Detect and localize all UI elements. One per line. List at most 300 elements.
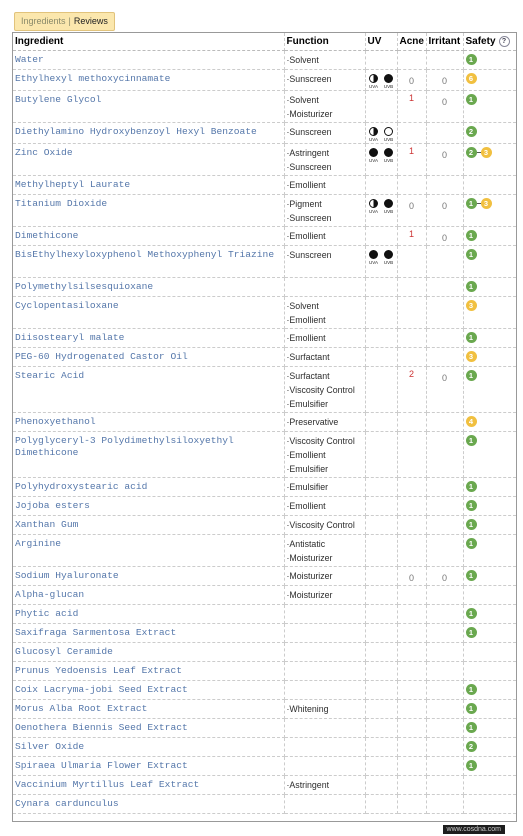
safety-badge: 1 (466, 370, 477, 381)
function-label: ·Whitening (286, 704, 329, 714)
safety-badge: 1 (466, 500, 477, 511)
irritant-rating (426, 795, 463, 814)
function-cell (284, 738, 365, 757)
safety-badge: 1 (466, 481, 477, 492)
uva-protection-icon (369, 74, 378, 83)
function-cell (284, 605, 365, 624)
table-row (13, 643, 516, 662)
irritant-rating: 0 (426, 367, 463, 413)
uv-cell (365, 516, 397, 535)
ingredient-link[interactable]: Zinc Oxide (13, 144, 284, 176)
acne-rating (397, 795, 426, 814)
function-cell (284, 227, 365, 246)
acne-rating: 0 (397, 70, 426, 91)
irritant-rating (426, 738, 463, 757)
uv-cell (365, 681, 397, 700)
uv-cell (365, 643, 397, 662)
irritant-rating: 0 (426, 70, 463, 91)
safety-cell (463, 51, 516, 70)
safety-cell (463, 348, 516, 367)
function-cell (284, 516, 365, 535)
table-row (13, 719, 516, 738)
safety-cell (463, 278, 516, 297)
table-row (13, 278, 516, 297)
function-label: ·Emulsifier (286, 464, 329, 474)
ingredient-link[interactable]: Vaccinium Myrtillus Leaf Extract (13, 776, 284, 795)
function-cell (284, 497, 365, 516)
table-row (13, 51, 516, 70)
ingredient-link[interactable]: Phytic acid (13, 605, 284, 624)
table-row (13, 297, 516, 329)
uvb-label: UVB (383, 260, 394, 265)
ingredient-link[interactable]: Diethylamino Hydroxybenzoyl Hexyl Benzoate (13, 123, 284, 144)
function-label: ·Astringent (286, 148, 330, 158)
uv-cell (365, 51, 397, 70)
acne-rating (397, 176, 426, 195)
function-label: ·Sunscreen (286, 74, 332, 84)
function-label: ·Moisturizer (286, 571, 333, 581)
table-row (13, 246, 516, 278)
safety-badge: 3 (466, 300, 477, 311)
function-label: ·Preservative (286, 417, 339, 427)
uv-cell (365, 497, 397, 516)
safety-badge: 1 (466, 249, 477, 260)
acne-rating (397, 757, 426, 776)
help-icon[interactable]: ? (499, 36, 510, 47)
safety-cell (463, 776, 516, 795)
acne-rating (397, 478, 426, 497)
safety-badge: 6 (466, 73, 477, 84)
uv-cell (365, 586, 397, 605)
ingredient-link[interactable]: Polyhydroxystearic acid (13, 478, 284, 497)
function-label: ·Emulsifier (286, 482, 329, 492)
uvb-protection-icon (384, 250, 393, 259)
irritant-rating (426, 246, 463, 278)
uvb-label: UVB (383, 137, 394, 142)
function-label: ·Surfactant (286, 352, 330, 362)
table-row (13, 144, 516, 176)
function-cell (284, 123, 365, 144)
function-label: ·Sunscreen (286, 127, 332, 137)
ingredient-link[interactable]: Stearic Acid (13, 367, 284, 413)
irritant-rating (426, 586, 463, 605)
function-label: ·Emulsifier (286, 399, 329, 409)
function-cell (284, 413, 365, 432)
irritant-rating: 0 (426, 195, 463, 227)
ingredient-link[interactable]: Sodium Hyaluronate (13, 567, 284, 586)
function-label: ·Antistatic (286, 539, 326, 549)
safety-badge: 1 (466, 230, 477, 241)
irritant-rating (426, 681, 463, 700)
safety-cell (463, 70, 516, 91)
uvb-label: UVB (383, 209, 394, 214)
function-cell (284, 195, 365, 227)
table-row (13, 516, 516, 535)
uv-cell (365, 478, 397, 497)
uvb-protection-icon (384, 127, 393, 136)
header-ingredient: Ingredient (13, 33, 284, 51)
safety-cell (463, 123, 516, 144)
tab-separator: | (68, 16, 71, 26)
safety-cell (463, 738, 516, 757)
header-uv: UV (365, 33, 397, 51)
function-cell (284, 329, 365, 348)
table-header-row (13, 33, 516, 51)
function-label: ·Moisturizer (286, 109, 333, 119)
irritant-rating: 0 (426, 567, 463, 586)
safety-badge: 1 (466, 332, 477, 343)
safety-cell (463, 757, 516, 776)
uv-cell (365, 195, 397, 227)
function-cell (284, 478, 365, 497)
function-cell (284, 700, 365, 719)
safety-badge: 1 (466, 627, 477, 638)
acne-rating: 1 (397, 144, 426, 176)
table-row (13, 795, 516, 814)
uva-label: UVA (369, 84, 378, 89)
safety-cell (463, 795, 516, 814)
uv-cell (365, 757, 397, 776)
safety-cell (463, 605, 516, 624)
function-label: ·Viscosity Control (286, 520, 355, 530)
function-label: ·Solvent (286, 95, 319, 105)
uv-cell (365, 367, 397, 413)
function-cell (284, 757, 365, 776)
uv-cell (365, 795, 397, 814)
acne-rating (397, 246, 426, 278)
header-function: Function (284, 33, 365, 51)
safety-badge: 1 (466, 684, 477, 695)
irritant-rating (426, 478, 463, 497)
table-row (13, 367, 516, 413)
safety-badge: 1 (466, 760, 477, 771)
tab-bar (14, 12, 115, 31)
ingredient-link[interactable]: Polyglyceryl-3 Polydimethylsiloxyethyl Dimethicone (13, 432, 284, 478)
acne-rating (397, 413, 426, 432)
irritant-rating (426, 348, 463, 367)
uv-cell (365, 738, 397, 757)
safety-cell (463, 624, 516, 643)
ingredient-link[interactable]: Jojoba esters (13, 497, 284, 516)
acne-rating (397, 329, 426, 348)
ingredient-link[interactable]: Butylene Glycol (13, 91, 284, 123)
ingredient-link[interactable]: Diisostearyl malate (13, 329, 284, 348)
function-cell (284, 535, 365, 567)
function-label: ·Solvent (286, 301, 319, 311)
uva-label: UVA (369, 209, 378, 214)
irritant-rating: 0 (426, 144, 463, 176)
acne-rating (397, 535, 426, 567)
header-safety (463, 33, 516, 51)
table-row (13, 195, 516, 227)
acne-rating (397, 51, 426, 70)
safety-cell (463, 516, 516, 535)
function-cell (284, 348, 365, 367)
table-row (13, 681, 516, 700)
ingredient-link[interactable]: Silver Oxide (13, 738, 284, 757)
table-row (13, 329, 516, 348)
function-label: ·Emollient (286, 231, 326, 241)
table-row (13, 586, 516, 605)
uv-cell (365, 123, 397, 144)
uv-cell (365, 605, 397, 624)
safety-badge: 1 (466, 281, 477, 292)
ingredient-link[interactable]: Oenothera Biennis Seed Extract (13, 719, 284, 738)
irritant-rating (426, 535, 463, 567)
table-row (13, 700, 516, 719)
table-row (13, 624, 516, 643)
safety-cell (463, 681, 516, 700)
function-label: ·Solvent (286, 55, 319, 65)
acne-rating (397, 297, 426, 329)
uva-protection-icon (369, 250, 378, 259)
irritant-rating (426, 51, 463, 70)
ingredient-link[interactable]: Morus Alba Root Extract (13, 700, 284, 719)
uv-cell (365, 348, 397, 367)
function-cell (284, 176, 365, 195)
tab-reviews[interactable]: Reviews (73, 16, 108, 26)
safety-badge: 2 (466, 126, 477, 137)
uv-cell (365, 246, 397, 278)
safety-cell (463, 700, 516, 719)
table-row (13, 567, 516, 586)
ingredient-link[interactable]: Prunus Yedoensis Leaf Extract (13, 662, 284, 681)
ingredient-link[interactable]: Saxifraga Sarmentosa Extract (13, 624, 284, 643)
table-row (13, 535, 516, 567)
function-label: ·Moisturizer (286, 553, 333, 563)
ingredient-link[interactable]: Coix Lacryma-jobi Seed Extract (13, 681, 284, 700)
irritant-rating (426, 516, 463, 535)
safety-cell (463, 297, 516, 329)
function-cell (284, 795, 365, 814)
ingredient-link[interactable]: Arginine (13, 535, 284, 567)
irritant-rating (426, 497, 463, 516)
ingredient-link[interactable]: Water (13, 51, 284, 70)
table-row (13, 432, 516, 478)
uvb-label: UVB (383, 84, 394, 89)
ingredient-link[interactable]: Titanium Dioxide (13, 195, 284, 227)
safety-cell (463, 535, 516, 567)
uv-cell (365, 278, 397, 297)
safety-badge: 1 (466, 519, 477, 530)
ingredient-link[interactable]: PEG-60 Hydrogenated Castor Oil (13, 348, 284, 367)
irritant-rating: 0 (426, 227, 463, 246)
safety-cell (463, 432, 516, 478)
irritant-rating (426, 432, 463, 478)
acne-rating: 0 (397, 567, 426, 586)
ingredient-link[interactable]: Ethylhexyl methoxycinnamate (13, 70, 284, 91)
function-label: ·Sunscreen (286, 162, 332, 172)
uv-cell (365, 719, 397, 738)
irritant-rating (426, 643, 463, 662)
acne-rating (397, 700, 426, 719)
uv-cell (365, 624, 397, 643)
function-cell (284, 297, 365, 329)
acne-rating (397, 605, 426, 624)
acne-rating (397, 643, 426, 662)
acne-rating (397, 776, 426, 795)
table-row (13, 605, 516, 624)
safety-badge: 1 (466, 538, 477, 549)
safety-cell (463, 176, 516, 195)
uv-cell (365, 662, 397, 681)
function-label: ·Sunscreen (286, 213, 332, 223)
safety-cell (463, 567, 516, 586)
function-cell (284, 776, 365, 795)
safety-range-dash (477, 152, 481, 153)
safety-cell (463, 91, 516, 123)
acne-rating (397, 348, 426, 367)
safety-badge: 1 (466, 198, 477, 209)
function-cell (284, 367, 365, 413)
safety-cell (463, 662, 516, 681)
function-label: ·Emollient (286, 501, 326, 511)
ingredient-link[interactable]: Phenoxyethanol (13, 413, 284, 432)
safety-badge: 2 (466, 147, 477, 158)
irritant-rating (426, 662, 463, 681)
irritant-rating (426, 719, 463, 738)
ingredient-table-container (12, 32, 517, 822)
function-label: ·Viscosity Control (286, 385, 355, 395)
function-cell (284, 624, 365, 643)
table-row (13, 757, 516, 776)
ingredient-link[interactable]: BisEthylhexyloxyphenol Methoxyphenyl Triazine (13, 246, 284, 278)
safety-badge: 1 (466, 54, 477, 65)
irritant-rating (426, 413, 463, 432)
function-cell (284, 70, 365, 91)
uv-cell (365, 432, 397, 478)
uv-cell (365, 144, 397, 176)
table-row (13, 70, 516, 91)
acne-rating (397, 681, 426, 700)
uvb-protection-icon (384, 199, 393, 208)
header-irritant: Irritant (426, 33, 463, 51)
ingredient-link[interactable]: Cyclopentasiloxane (13, 297, 284, 329)
ingredient-link[interactable]: Cynara cardunculus (13, 795, 284, 814)
uv-cell (365, 700, 397, 719)
function-cell (284, 51, 365, 70)
safety-badge: 1 (466, 435, 477, 446)
acne-rating (397, 738, 426, 757)
ingredient-link[interactable]: Polymethylsilsesquioxane (13, 278, 284, 297)
uvb-label: UVB (383, 158, 394, 163)
uva-protection-icon (369, 148, 378, 157)
uv-cell (365, 70, 397, 91)
uv-cell (365, 413, 397, 432)
uv-cell (365, 176, 397, 195)
safety-badge: 2 (466, 741, 477, 752)
safety-cell (463, 144, 516, 176)
uv-cell (365, 329, 397, 348)
function-cell (284, 662, 365, 681)
function-cell (284, 681, 365, 700)
uva-label: UVA (369, 137, 378, 142)
uv-cell (365, 91, 397, 123)
function-label: ·Emollient (286, 180, 326, 190)
safety-cell (463, 497, 516, 516)
uv-cell (365, 567, 397, 586)
irritant-rating (426, 624, 463, 643)
function-label: ·Emollient (286, 450, 326, 460)
safety-badge: 3 (481, 147, 492, 158)
header-acne: Acne (397, 33, 426, 51)
safety-cell (463, 367, 516, 413)
function-cell (284, 246, 365, 278)
table-row (13, 478, 516, 497)
safety-cell (463, 227, 516, 246)
table-row (13, 91, 516, 123)
irritant-rating (426, 700, 463, 719)
uva-protection-icon (369, 127, 378, 136)
function-cell (284, 432, 365, 478)
table-row (13, 662, 516, 681)
function-cell (284, 567, 365, 586)
function-label: ·Surfactant (286, 371, 330, 381)
function-label: ·Emollient (286, 333, 326, 343)
irritant-rating (426, 176, 463, 195)
acne-rating (397, 123, 426, 144)
uva-protection-icon (369, 199, 378, 208)
function-label: ·Pigment (286, 199, 322, 209)
function-cell (284, 719, 365, 738)
safety-badge: 1 (466, 703, 477, 714)
acne-rating (397, 432, 426, 478)
irritant-rating (426, 278, 463, 297)
irritant-rating (426, 776, 463, 795)
table-row (13, 413, 516, 432)
safety-cell (463, 329, 516, 348)
uva-label: UVA (369, 158, 378, 163)
ingredient-link[interactable]: Spiraea Ulmaria Flower Extract (13, 757, 284, 776)
safety-cell (463, 413, 516, 432)
table-row (13, 738, 516, 757)
safety-cell (463, 643, 516, 662)
tab-ingredients[interactable]: Ingredients (21, 16, 66, 26)
table-row (13, 176, 516, 195)
acne-rating (397, 719, 426, 738)
uv-cell (365, 297, 397, 329)
function-label: ·Emollient (286, 315, 326, 325)
safety-cell (463, 478, 516, 497)
function-label: ·Astringent (286, 780, 330, 790)
uvb-protection-icon (384, 148, 393, 157)
table-row (13, 227, 516, 246)
irritant-rating (426, 297, 463, 329)
acne-rating: 1 (397, 227, 426, 246)
ingredient-link[interactable]: Dimethicone (13, 227, 284, 246)
ingredient-link[interactable]: Alpha-glucan (13, 586, 284, 605)
safety-badge: 3 (466, 351, 477, 362)
irritant-rating (426, 757, 463, 776)
acne-rating: 2 (397, 367, 426, 413)
irritant-rating (426, 123, 463, 144)
header-safety-label: Safety (465, 36, 496, 47)
ingredient-link[interactable]: Glucosyl Ceramide (13, 643, 284, 662)
table-row (13, 497, 516, 516)
acne-rating: 1 (397, 91, 426, 123)
table-row (13, 348, 516, 367)
ingredient-link[interactable]: Xanthan Gum (13, 516, 284, 535)
acne-rating (397, 516, 426, 535)
safety-range-dash (477, 203, 481, 204)
acne-rating (397, 624, 426, 643)
function-cell (284, 144, 365, 176)
table-row (13, 123, 516, 144)
irritant-rating (426, 605, 463, 624)
safety-badge: 1 (466, 722, 477, 733)
table-row (13, 776, 516, 795)
ingredient-link[interactable]: Methylheptyl Laurate (13, 176, 284, 195)
